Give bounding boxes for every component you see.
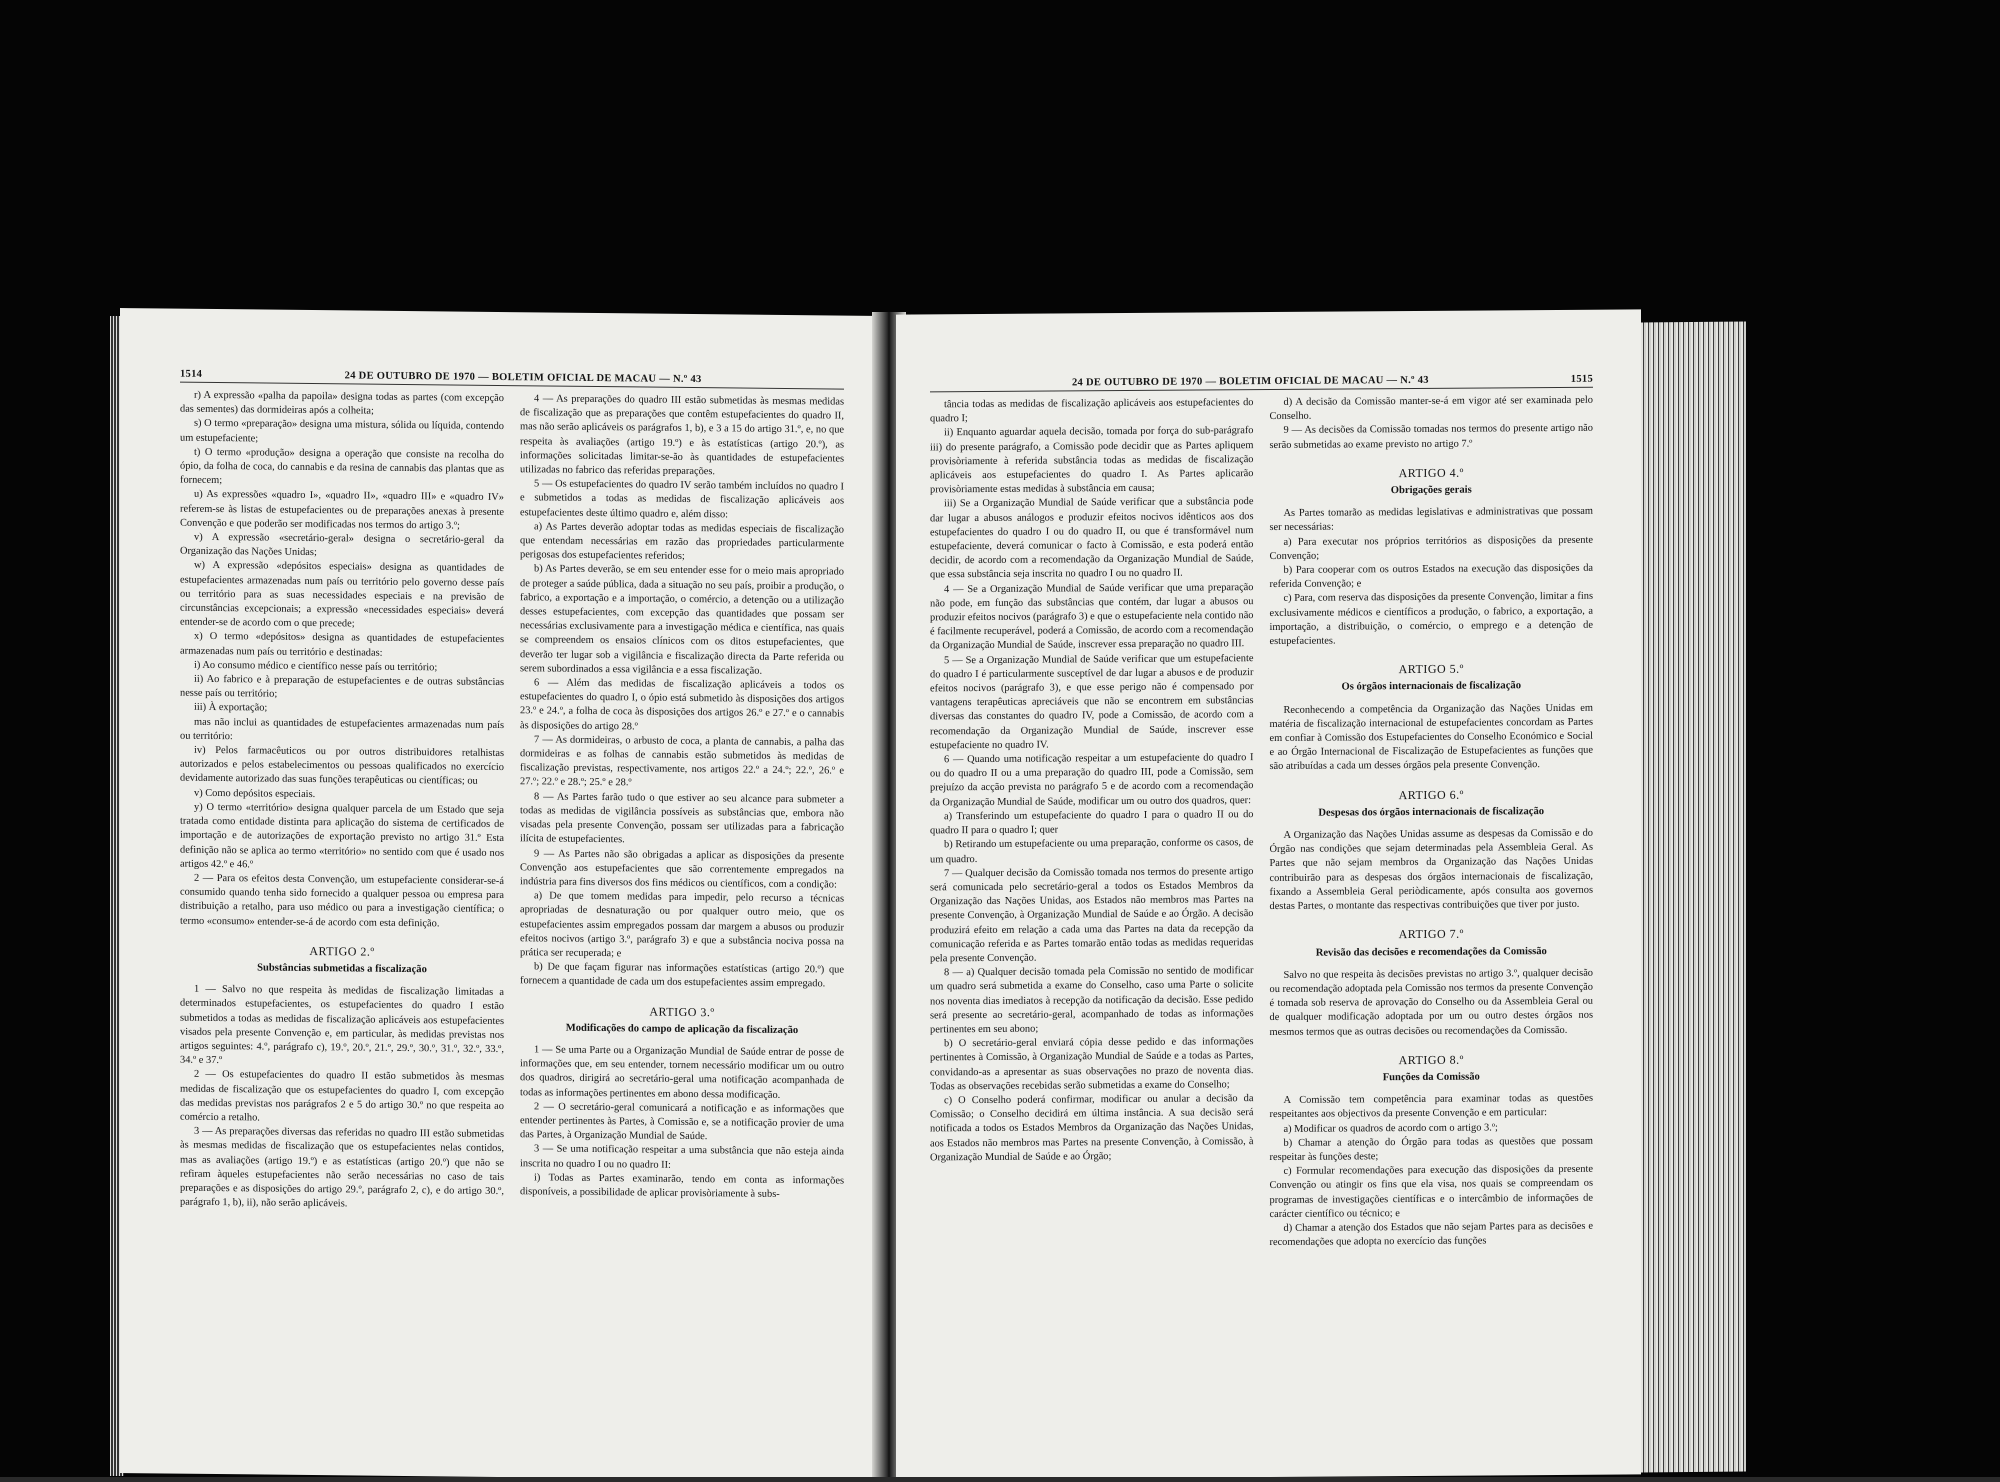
paragraph: 6 — Quando uma notificação respeitar a um estupefaciente do quadro I ou do quadro II ou a uma preparação do quadro III, pode a Comissão, sem prejuízo da acção prevista no parágrafo 5 e de acordo com a recomendação da Organização Mundial de Saúde, modificar um ou outro dos quadros, quer:	[930, 752, 1254, 809]
left-col1-paragraphs	[180, 389, 504, 932]
article-5-title: ARTIGO 5.º	[1398, 661, 1464, 677]
paragraph: 1 — Se uma Parte ou a Organização Mundial de Saúde entrar de posse de informações que, em seu entender, tornem necessário modificar um ou outro dos quadros, dirigirá ao secretário-geral uma notificação acompanhada de todas as informações pertinentes em abono dessa modificação.	[520, 1044, 844, 1101]
paragraph: b) Chamar a atenção do Órgão para todas as questões que possam respeitar às funções deste;	[1269, 1135, 1593, 1163]
paragraph: b) O secretário-geral enviará cópia desse pedido e das informações pertinentes à Comissão, à Organização Mundial de Saúde e a todas as Partes, convidando-as a apresentar as suas observações no prazo de noventa dias. Todas as observações recebidas serão submetidas a exame do Conselho;	[930, 1036, 1254, 1093]
paragraph: tância todas as medidas de fiscalização aplicáveis aos estupefacientes do quadro I;	[930, 397, 1254, 425]
paragraph: mas não inclui as quantidades de estupefacientes armazenadas num país ou território:	[180, 716, 504, 743]
paragraph: s) O termo «preparação» designa uma mistura, sólida ou líquida, contendo um estupefaciente;	[180, 418, 504, 445]
article-5-paragraphs	[1270, 701, 1594, 774]
paragraph: b) As Partes deverão, se em seu entender esse for o meio mais apropriado de proteger a saúde pública, dada a situação no seu país, proibir a produção, o fabrico, a exportação e a importação, o comércio, a detenção ou a utilização desses estupefacientes, com excepção das quantidades que possam ser necessárias exclusivamente para a investigação médica e científica, nas quais se compreendem os ensaios clínicos com os ditos estupefacientes, que deverão ter lugar sob a vigilância e fiscalização directa da Parte referida ou serem subordinados a essa vigilância e a essa fiscalização.	[520, 563, 844, 677]
left-page-header	[180, 369, 844, 390]
right-page-header	[930, 374, 1593, 393]
paragraph: 9 — As Partes não são obrigadas a aplicar as disposições da presente Convenção aos estupefacientes que são correntemente empregados na indústria para fins diversos dos fins médicos ou científicos, com a condição:	[520, 847, 844, 891]
paragraph: a) As Partes deverão adoptar todas as medidas especiais de fiscalização que entendam necessárias em razão das propriedades particularmente perigosas dos estupefacientes referidos;	[520, 521, 844, 563]
paragraph: Salvo no que respeita às decisões previstas no artigo 3.º, qualquer decisão ou recomendação adoptada pela Comissão nos termos da presente Convenção é tomada sob reserva de aprovação do Conselho ou da Assembleia Geral ou de qualquer modificação adoptada por um ou outro destes órgãos nos mesmos termos que as outras decisões ou recomendações da Comissão.	[1269, 967, 1593, 1038]
paragraph: d) A decisão da Comissão manter-se-á em vigor até ser examinada pelo Conselho.	[1269, 394, 1593, 423]
paragraph: i) Ao consumo médico e científico nesse país ou território;	[194, 659, 438, 674]
paragraph: c) Formular recomendações para execução das disposições da presente Convenção ou atingir os fins que ela visa, nos quais se compreendam os programas de investigações científicas e o intercâmbio de informações de carácter científico ou técnico; e	[1269, 1163, 1593, 1220]
paragraph: 5 — Se a Organização Mundial de Saúde verificar que um estupefaciente do quadro I é particularmente susceptível de dar lugar a abusos e de produzir efeitos nocivos (parágrafo 3), e que esse perigo não é compensado por vantagens terapêuticas apreciáveis que não se encontrem em substâncias diversas das constantes do quadro IV, pode a Comissão, de acordo com a recomendação da Organização Mundial de Saúde, inscrever esse estupefaciente no quadro IV.	[930, 652, 1254, 752]
article-5-subtitle: Os órgãos internacionais de fiscalização	[1341, 680, 1521, 693]
right-page-column-1	[930, 396, 1254, 1253]
paragraph: i) Todas as Partes examinarão, tendo em conta as informações disponíveis, a possibilidade de aplicar provisòriamente à subs-	[520, 1172, 844, 1200]
article-2-title: ARTIGO 2.º	[309, 943, 375, 959]
paragraph: t) O termo «produção» designa a operação que consiste na recolha do ópio, da folha de coca, do cannabis e da resina de cannabis das plantas que as fornecem;	[180, 446, 504, 487]
paragraph: b) Para cooperar com os outros Estados na execução das disposições da referida Convenção; e	[1269, 562, 1593, 591]
paragraph: v) A expressão «secretário-geral» designa o secretário-geral da Organização das Nações Unidas;	[180, 531, 504, 559]
paragraph: v) Como depósitos especiais.	[194, 787, 316, 800]
article-6-paragraphs	[1270, 827, 1594, 914]
paragraph: u) As expressões «quadro I», «quadro II», «quadro III» e «quadro IV» referem-se às listas de estupefacientes ou de preparações anexas à presente Convenção e que poderão ser modificadas nos termos do artigo 3.º;	[180, 489, 504, 532]
paragraph: 1 — Salvo no que respeita às medidas de fiscalização limitadas a determinados estupefacientes, os estupefacientes do quadro I estão submetidos a todas as medidas de fiscalização aplicáveis aos estupefacientes visados pela presente Convenção e, em particular, às medidas previstas nos artigos seguintes: 4.º, parágrafo c), 19.º, 20.º, 21.º, 29.º, 30.º, 31.º, 32.º, 33.º, 34.º e 37.º	[180, 983, 504, 1067]
paragraph: w) A expressão «depósitos especiais» designa as quantidades de estupefacientes armazenadas num país ou território pelo governo desse país ou território para as suas necessidades especiais e na previsão de circunstâncias excepcionais; a expressão «necessidades especiais» deverá entender-se de acordo com o que precede;	[180, 560, 504, 630]
paragraph: iv) Pelos farmacêuticos ou por outros distribuidores retalhistas autorizados e pelos estabelecimentos ou pessoas qualificados no exercício devidamente autorizado das suas funções terapêuticas ou científicas; ou	[180, 744, 504, 788]
right-page-column-2	[1270, 394, 1594, 1251]
article-8-subtitle: Funções da Comissão	[1382, 1071, 1480, 1084]
article-3-subtitle: Modificações do campo de aplicação da fiscalização	[565, 1022, 799, 1036]
left-page-header-title: 24 DE OUTUBRO DE 1970 — BOLETIM OFICIAL DE MACAU — N.º 43	[344, 370, 702, 386]
article-3-title: ARTIGO 3.º	[649, 1004, 715, 1019]
paragraph: d) Chamar a atenção dos Estados que não sejam Partes para as decisões e recomendações que adopta no exercício das funções	[1269, 1220, 1593, 1249]
paragraph: A Organização das Nações Unidas assume as despesas da Comissão e do Órgão nas condições que sejam determinadas pela Assembleia Geral. As Partes que não sejam membros da Organização das Nações Unidas contribuirão para as despesas dos órgãos internacionais de fiscalização, fixando a Assembleia Geral periòdicamente, após consulta aos governos destas Partes, o montante das respectivas contribuições que tiver por justo.	[1269, 827, 1593, 913]
open-bulletin-book	[120, 312, 1740, 1477]
paragraph: 7 — As dormideiras, o arbusto de coca, a planta de cannabis, a palha das dormideiras e as folhas de cannabis estão submetidos às medidas de fiscalização previstas, respectivamente, nos artigos 22.º a 24.º; 22.º, 26.º e 27.º; 22.º e 28.º; 25.º e 28.º	[520, 734, 844, 789]
paragraph: 9 — As decisões da Comissão tomadas nos termos do presente artigo não serão submetidas ao exame previsto no artigo 7.º	[1269, 423, 1593, 451]
paragraph: r) A expressão «palha da papoila» designa todas as partes (com excepção das sementes) das dormideiras após a colheita;	[180, 389, 504, 417]
right-page-columns	[930, 394, 1593, 1253]
right-page-edges	[1641, 322, 1746, 1473]
paragraph: 7 — Qualquer decisão da Comissão tomada nos termos do presente artigo será comunicada pelo secretário-geral a todos os Estados Membros da Organização das Nações Unidas, aos Estados não membros mas Partes na presente Convenção, à Organização Mundial de Saúde e ao Órgão. A decisão produzirá efeito em relação a cada uma das Partes na data da recepção da comunicação referida e as Partes tomarão então todas as medidas requeridas pela presente Convenção.	[930, 865, 1254, 965]
paragraph: 6 — Além das medidas de fiscalização aplicáveis a todos os estupefacientes do quadro I, o ópio está submetido às disposições dos artigos 23.º e 24.º, a folha de coca às disposições dos artigos 26.º e 27.º e o cannabis às disposições do artigo 28.º	[520, 677, 844, 733]
paragraph: A Comissão tem competência para examinar todas as questões respeitantes aos objectivos da presente Convenção e em particular:	[1269, 1092, 1593, 1121]
paragraph: 8 — a) Qualquer decisão tomada pela Comissão no sentido de modificar um quadro será submetida a exame do Conselho, caso uma Parte o solicite nos noventa dias imediatos à recepção da notificação da decisão. Esse pedido será presente ao secretário-geral, acompanhado de todas as informações pertinentes em seu abono;	[930, 965, 1254, 1036]
paragraph: 3 — Se uma notificação respeitar a uma substância que não esteja ainda inscrita no quadro I ou no quadro II:	[520, 1143, 844, 1171]
article-7-subtitle: Revisão das decisões e recomendações da Comissão	[1315, 945, 1547, 959]
paragraph: b) De que façam figurar nas informações estatísticas (artigo 20.º) que fornecem a quantidade de cada um dos estupefacientes assim empregado.	[520, 961, 844, 990]
bottom-shadow	[0, 1477, 2000, 1482]
paragraph: iii) Se a Organização Mundial de Saúde verificar que a substância pode dar lugar a abusos análogos e produzir efeitos nocivos idênticos aos dos estupefacientes do quadro I ou do quadro II, ou que é transformável num estupefaciente, deverá comunicar o facto à Comissão, e esta poderá então decidir, de acordo com a recomendação da Organização Mundial de Saúde, que essa substância seja inscrita no quadro I ou no quadro II.	[930, 496, 1254, 581]
article-2-subtitle: Substâncias submetidas a fiscalização	[257, 962, 427, 976]
paragraph: a) Para executar nos próprios territórios as disposições da presente Convenção;	[1269, 534, 1593, 562]
article-4-subtitle: Obrigações gerais	[1390, 484, 1472, 497]
paragraph: y) O termo «território» designa qualquer parcela de um Estado que seja tratada como entidade distinta para aplicação do sistema de certificados de importação e de autorizações de exportação previsto no artigo 31.º Esta definição não se aplica ao termo «território» no sentido com que é usado nos artigos 42.º e 46.º	[180, 801, 504, 871]
article-8-title: ARTIGO 8.º	[1398, 1052, 1464, 1067]
paragraph: 2 — Os estupefacientes do quadro II estão submetidos às mesmas medidas de fiscalização que os estupefacientes do quadro I, com excepção das medidas previstas nos parágrafos 2 e 5 do artigo 30.º no que respeita ao comércio a retalho.	[180, 1069, 504, 1124]
paragraph: ii) Ao fabrico e à preparação de estupefacientes e de outras substâncias nesse país ou território;	[180, 673, 504, 700]
paragraph: a) Modificar os quadros de acordo com o artigo 3.º;	[1283, 1121, 1498, 1135]
paragraph: b) Retirando um estupefaciente ou uma preparação, conforme os casos, de um quadro.	[930, 837, 1254, 865]
article-4-paragraphs	[1270, 505, 1594, 649]
article-3-paragraphs	[520, 1043, 844, 1203]
left-page	[120, 308, 882, 1481]
paragraph: x) O termo «depósitos» designa as quantidades de estupefacientes armazenadas num país ou território e destinadas:	[180, 631, 504, 659]
paragraph: a) Transferindo um estupefaciente do quadro I para o quadro II ou do quadro II para o quadro I; quer	[930, 808, 1254, 837]
article-4-title: ARTIGO 4.º	[1398, 465, 1464, 480]
left-page-columns	[180, 389, 844, 1217]
article-7-title: ARTIGO 7.º	[1398, 926, 1464, 942]
left-page-column-1	[180, 389, 504, 1214]
paragraph: ii) Enquanto aguardar aquela decisão, tomada por força do sub-parágrafo iii) do presente parágrafo, a Comissão pode decidir que as Partes apliquem provisòriamente à referida substância todas as medidas de fiscalização aplicáveis aos estupefacientes do quadro I. As Partes aplicarão provisòriamente estas medidas à substância em causa;	[930, 425, 1254, 496]
article-6-title: ARTIGO 6.º	[1398, 787, 1464, 802]
paragraph: 8 — As Partes farão tudo o que estiver ao seu alcance para submeter a todas as medidas de vigilância possíveis as substâncias que, embora não visadas pela presente Convenção, possam ser utilizadas para a fabricação ilícita de estupefacientes.	[520, 791, 844, 846]
paragraph: As Partes tomarão as medidas legislativas e administrativas que possam ser necessárias:	[1269, 505, 1593, 534]
paragraph: c) O Conselho poderá confirmar, modificar ou anular a decisão da Comissão; o Conselho decidirá em última instância. A sua decisão será notificada a todos os Estados Membros da Organização das Nações Unidas, aos Estados não membros mas Partes na presente Convenção, à Comissão, à Organização Mundial de Saúde e ao Órgão;	[930, 1093, 1254, 1164]
article-8-paragraphs	[1270, 1092, 1594, 1250]
paragraph: iii) À exportação;	[194, 702, 268, 715]
paragraph: c) Para, com reserva das disposições da presente Convenção, limitar a fins exclusivamente médicos e científicos a produção, o fabrico, a exportação, a importação, a distribuição, o comércio, o emprego e a detenção de estupefacientes.	[1269, 591, 1593, 648]
right-col1-paragraphs	[930, 396, 1254, 1165]
paragraph: 3 — As preparações diversas das referidas no quadro III estão submetidas às mesmas medidas de fiscalização que os estupefacientes nelas contidos, mas as avaliações (artigo 19.º) e as estatísticas (artigo 20.º) que não se refiram àqueles estupefacientes não serão necessárias no caso de tais preparações e as disposições do artigo 29.º, parágrafo 2, c), e do artigo 30.º, parágrafo 1, b), ii), não serão aplicáveis.	[180, 1125, 504, 1210]
article-7-paragraphs	[1270, 966, 1594, 1039]
left-col2-paragraphs	[520, 392, 844, 992]
paragraph: 2 — Para os efeitos desta Convenção, um estupefaciente considerar-se-á consumido quando tenha sido fornecido a qualquer pessoa ou empresa para distribuição a retalho, para uso médico ou para a investigação científica; o termo «consumo» entender-se-á de acordo com esta definição.	[180, 872, 504, 929]
paragraph: 5 — Os estupefacientes do quadro IV serão também incluídos no quadro I e submetidos a todas as medidas de fiscalização aplicáveis aos estupefacientes deste último quadro e, além disso:	[520, 478, 844, 521]
article-6-subtitle: Despesas dos órgãos internacionais de fiscalização	[1318, 805, 1545, 819]
right-page-number: 1515	[1570, 373, 1593, 385]
left-page-number: 1514	[180, 368, 203, 380]
article-2-paragraphs	[180, 983, 504, 1214]
right-page-header-title: 24 DE OUTUBRO DE 1970 — BOLETIM OFICIAL DE MACAU — N.º 43	[1071, 374, 1429, 389]
right-col2-paragraphs	[1270, 394, 1594, 453]
paragraph: 4 — As preparações do quadro III estão submetidas às mesmas medidas de fiscalização que as preparações que contêm estupefacientes do quadro II, mas não serão aplicáveis os parágrafos 1, b), e 3 a 15 do artigo 31.º, e, no que respeita às avaliações (artigo 19.º) e às estatísticas (artigo 20.º), as informações solicitadas limitar-se-ão às quantidades de estupefacientes utilizadas no fabrico das referidas preparações.	[520, 393, 844, 478]
right-page	[896, 309, 1641, 1479]
paragraph: 4 — Se a Organização Mundial de Saúde verificar que uma preparação não pode, em função das substâncias que contém, dar lugar a abusos ou produzir efeitos nocivos (parágrafo 3) e que o estupefaciente nela contido não é facilmente recuperável, poderá a Comissão, de acordo com a recomendação da Organização Mundial de Saúde, inscrever essa preparação no quadro III.	[930, 581, 1254, 652]
paragraph: Reconhecendo a competência da Organização das Nações Unidas em matéria de fiscalização internacional de estupefacientes concordam as Partes em confiar à Comissão dos Estupefacientes do Conselho Económico e Social e ao Órgão Internacional de Fiscalização de Estupefacientes as funções que são atribuídas a cada um desses órgãos pela presente Convenção.	[1269, 702, 1593, 773]
left-page-column-2	[520, 392, 844, 1217]
paragraph: a) De que tomem medidas para impedir, pelo recurso a técnicas apropriadas de desnaturação ou por qualquer outro meio, que os estupefacientes assim empregados possam dar margem a abusos ou produzir efeitos nocivos (artigo 3.º, parágrafo 3) e que a substância nociva possa na prática ser recuperada; e	[520, 890, 844, 960]
paragraph: 2 — O secretário-geral comunicará a notificação e as informações que entender pertinentes às Partes, à Comissão e, se a notificação provier de uma das Partes, à Organização Mundial de Saúde.	[520, 1101, 844, 1143]
